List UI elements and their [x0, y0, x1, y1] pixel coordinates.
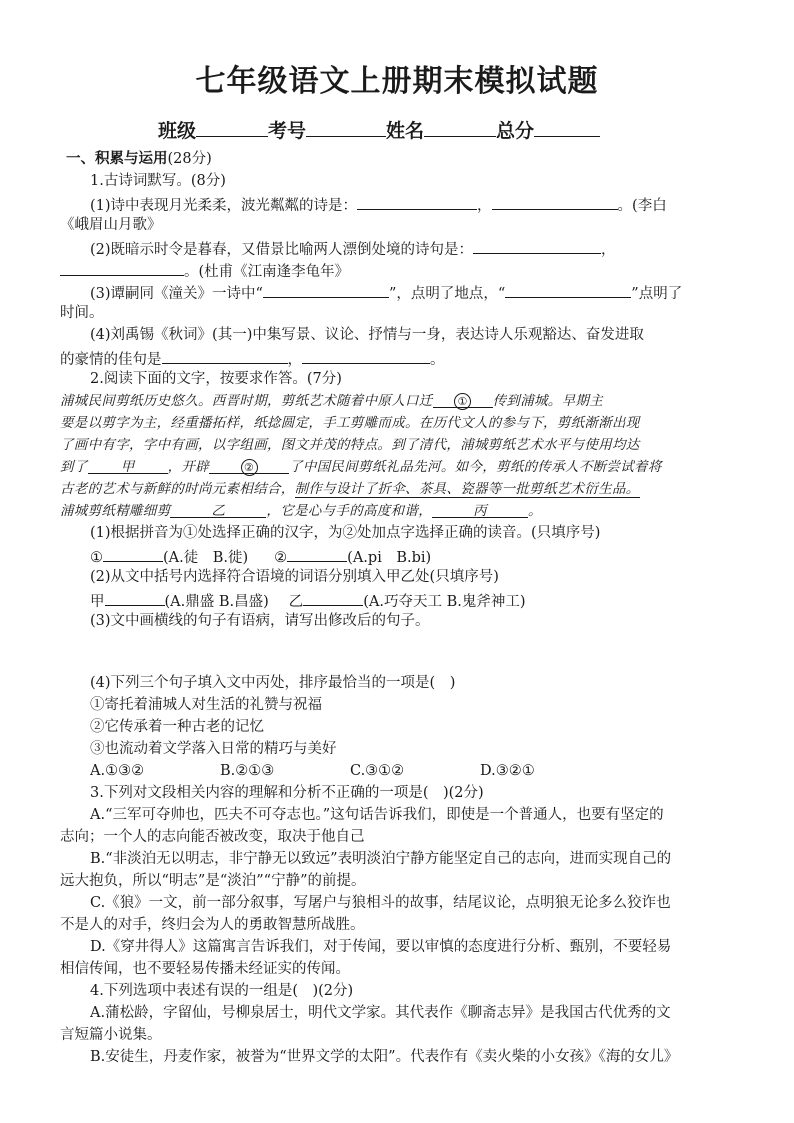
q2-passage-line-1 [60, 390, 736, 412]
q2-blank-1[interactable] [433, 390, 493, 408]
q2-choice-c[interactable]: C.③①② [350, 763, 405, 779]
q2-marker-1: ① [454, 393, 471, 410]
q2-sub3-stem: (3)文中画横线的句子有语病，请写出修改后的句子。 [90, 613, 430, 629]
q2-sub2-opt2-label: 乙 [288, 594, 304, 610]
q2-sub2-opt1-label: 甲 [90, 594, 105, 610]
q2-p4-text: 到了 [60, 459, 88, 475]
q2-sub2-blank-yi[interactable] [303, 588, 363, 606]
q2-passage-line-5 [60, 478, 736, 500]
q1-s4-line: (4)刘禹锡《秋词》(其一)中集写景、议论、抒情与一身，表达诗人乐观豁达、奋发进取 [90, 327, 644, 343]
q2-sub1-opt2: (A.pi B.bi) [347, 550, 432, 566]
q1-s2-blank-2[interactable] [60, 258, 184, 276]
q2-passage-line-4 [60, 456, 736, 478]
q2-passage-line-6 [60, 500, 736, 522]
q2-p4-mid: ，开辟 [167, 459, 210, 475]
q3-option-d-cont: 相信传闻，也不要轻易传播未经证实的传闻。 [60, 961, 350, 977]
q1-s3-text: (3)谭嗣同《潼关》一诗中“ [90, 286, 263, 302]
q2-sub1-blank-2[interactable] [287, 544, 347, 562]
q2-blank-bing[interactable] [432, 500, 528, 518]
q2-p6-mid: ，它是心与手的高度和谐， [266, 503, 433, 519]
q2-blank-yi[interactable] [170, 500, 266, 518]
q1-s1-text: (1)诗中表现月光柔柔，波光粼粼的诗是： [90, 198, 358, 214]
q2-choice-b[interactable]: B.②①③ [220, 763, 275, 779]
q2-passage-line-2: 要是以剪字为主，经重播拓样，纸捻圆定，手工剪雕而成。在历代文人的参与下，剪纸渐渐出现 [60, 415, 640, 431]
q2-marker-bing: 丙 [473, 503, 487, 519]
q2-p4-end: 了中国民间剪纸礼品先河。如今，剪纸的传承人不断尝试着将 [289, 459, 662, 475]
score-blank[interactable] [534, 116, 600, 137]
q3-option-c-cont: 不是人的对手，终归会为人的勇敢智慧所战胜。 [60, 917, 365, 933]
q3-option-a-cont: 志向；一个人的志向能否被改变，取决于他自己 [60, 829, 365, 845]
section-heading-points: (28分) [167, 151, 212, 167]
exam-no-blank[interactable] [306, 116, 386, 137]
q2-choice-d[interactable]: D.③②① [480, 763, 535, 779]
q2-sub2-opt1: (A.鼎盛 B.昌盛) [164, 594, 269, 610]
q4-option-b[interactable]: B.安徒生，丹麦作家，被誉为“世界文学的太阳”。代表作有《卖火柴的小女孩》《海的女儿》 [90, 1049, 679, 1065]
q3-stem: 3.下列对文段相关内容的理解和分析不正确的一项是( )(2分) [90, 785, 484, 801]
class-blank[interactable] [196, 116, 268, 137]
q2-p6-text: 浦城剪纸精雕细剪 [60, 503, 171, 519]
q2-p5-text: 古老的艺术与新鲜的时尚元素相结合， [60, 481, 295, 497]
q2-sub1-opt1: (A.徒 B.徙) [163, 550, 249, 566]
q2-p1-end: 传到浦城。早期主 [492, 393, 604, 409]
q1-s3-mid: ”，点明了地点，“ [388, 286, 506, 302]
q2-sub4-stem: (4)下列三个句子填入文中丙处，排序最恰当的一项是( ) [90, 675, 456, 691]
q2-sub4-sentence-1: ①寄托着浦城人对生活的礼赞与祝福 [90, 697, 322, 713]
exam-no-label: 考号 [268, 120, 307, 142]
q1-s4-blank-1[interactable] [162, 346, 288, 364]
q2-sub1-stem: (1)根据拼音为①处选择正确的汉字，为②处加点字选择正确的读音。(只填序号) [90, 525, 601, 541]
page-title: 七年级语文上册期末模拟试题 [195, 64, 599, 99]
q1-s1-cont: 《峨眉山月歌》 [60, 217, 162, 233]
q2-blank-2[interactable] [209, 456, 289, 474]
q1-s1-blank-1[interactable] [357, 192, 477, 210]
section-heading-text: 一、积累与运用 [66, 150, 168, 167]
q1-s1-end: 。(李白 [617, 198, 667, 214]
section-heading [66, 148, 742, 170]
q3-option-c[interactable]: C.《狼》一文，前一部分叙事，写屠户与狼相斗的故事，结尾议论，点明狼无论多么狡诈也 [90, 895, 671, 911]
q2-marker-jia: 甲 [120, 459, 135, 475]
q3-option-d[interactable]: D.《穿井得人》这篇寓言告诉我们，对于传闻，要以审慎的态度进行分析、甄别，不要轻易 [90, 939, 672, 955]
q2-sub4-sentence-2: ②它传承着一种古老的记忆 [90, 719, 264, 735]
q1-s1-sep: ， [477, 198, 492, 214]
q2-sub2-stem: (2)从文中括号内选择符合语境的词语分别填入甲乙处(只填序号) [90, 569, 499, 585]
q2-sub1-opt2-label: ② [274, 550, 288, 566]
q1-stem: 1.古诗词默写。(8分) [90, 173, 226, 189]
student-info-row [158, 116, 600, 144]
q2-marker-2: ② [241, 459, 258, 476]
q2-sub4-choices [90, 760, 736, 782]
q2-p6-end: 。 [528, 503, 542, 519]
q1-s3-blank-1[interactable] [263, 280, 389, 298]
q2-sub4-sentence-3: ③也流动着文学落入日常的精巧与美好 [90, 741, 337, 757]
q4-stem: 4.下列选项中表述有误的一组是( )(2分) [90, 983, 354, 999]
q1-s4-blank-2[interactable] [302, 346, 430, 364]
name-label: 姓名 [386, 120, 425, 142]
q2-underlined-sentence: 制作与设计了折伞、茶具、瓷器等一批剪纸艺术衍生品。 [294, 481, 640, 497]
q3-option-a[interactable]: A.“三军可夺帅也，匹夫不可夺志也。”这句话告诉我们，即使是一个普通人，也要有坚定的 [90, 807, 664, 823]
score-label: 总分 [496, 120, 535, 142]
q1-s2-blank-1[interactable] [473, 236, 601, 254]
q2-sub2-opt2: (A.巧夺天工 B.鬼斧神工) [363, 594, 526, 610]
q2-blank-jia[interactable] [88, 456, 168, 474]
q1-s2-cont: 。(杜甫《江南逢李龟年》 [184, 264, 350, 280]
q1-s3-end: ”点明了 [631, 286, 683, 302]
q1-s3-blank-2[interactable] [505, 280, 631, 298]
q2-sub1-blank-1[interactable] [103, 544, 163, 562]
q1-s1-blank-2[interactable] [492, 192, 618, 210]
q3-option-b-cont: 远大抱负，所以“明志”是“淡泊”“宁静”的前提。 [60, 873, 366, 889]
q4-option-a[interactable]: A.蒲松龄，字留仙，号柳泉居士，明代文学家。其代表作《聊斋志异》是我国古代优秀的文 [90, 1005, 671, 1021]
q2-passage-line-3: 了画中有字，字中有画，以字组画，图文并茂的特点。到了清代，浦城剪纸艺术水平与使用均达 [60, 437, 640, 453]
q2-sub2-blank-jia[interactable] [105, 588, 165, 606]
class-label: 班级 [158, 120, 197, 142]
q4-option-a-cont: 言短篇小说集。 [60, 1027, 162, 1043]
name-blank[interactable] [424, 116, 496, 137]
q2-marker-yi: 乙 [211, 503, 226, 519]
q1-s4-cont-text: 的豪情的佳句是 [60, 352, 162, 368]
q2-sub1-opt1-label: ① [90, 550, 103, 566]
q1-s2-text: (2)既暗示时令是暮春，又借景比喻两人漂倒处境的诗句是： [90, 242, 474, 258]
q2-p1-text: 浦城民间剪纸历史悠久。西晋时期，剪纸艺术随着中原人口迁 [60, 393, 433, 409]
q1-s4-sep: ， [287, 352, 302, 368]
q2-choice-a[interactable]: A.①③② [90, 763, 145, 779]
q1-s2-sep: ， [601, 242, 616, 258]
q2-stem: 2.阅读下面的文字，按要求作答。(7分) [90, 371, 342, 387]
q1-s3-cont: 时间。 [60, 305, 104, 321]
q1-s4-end: 。 [430, 352, 445, 368]
q3-option-b[interactable]: B.“非淡泊无以明志，非宁静无以致远”表明淡泊宁静方能坚定自己的志向，进而实现自己的 [90, 851, 672, 867]
